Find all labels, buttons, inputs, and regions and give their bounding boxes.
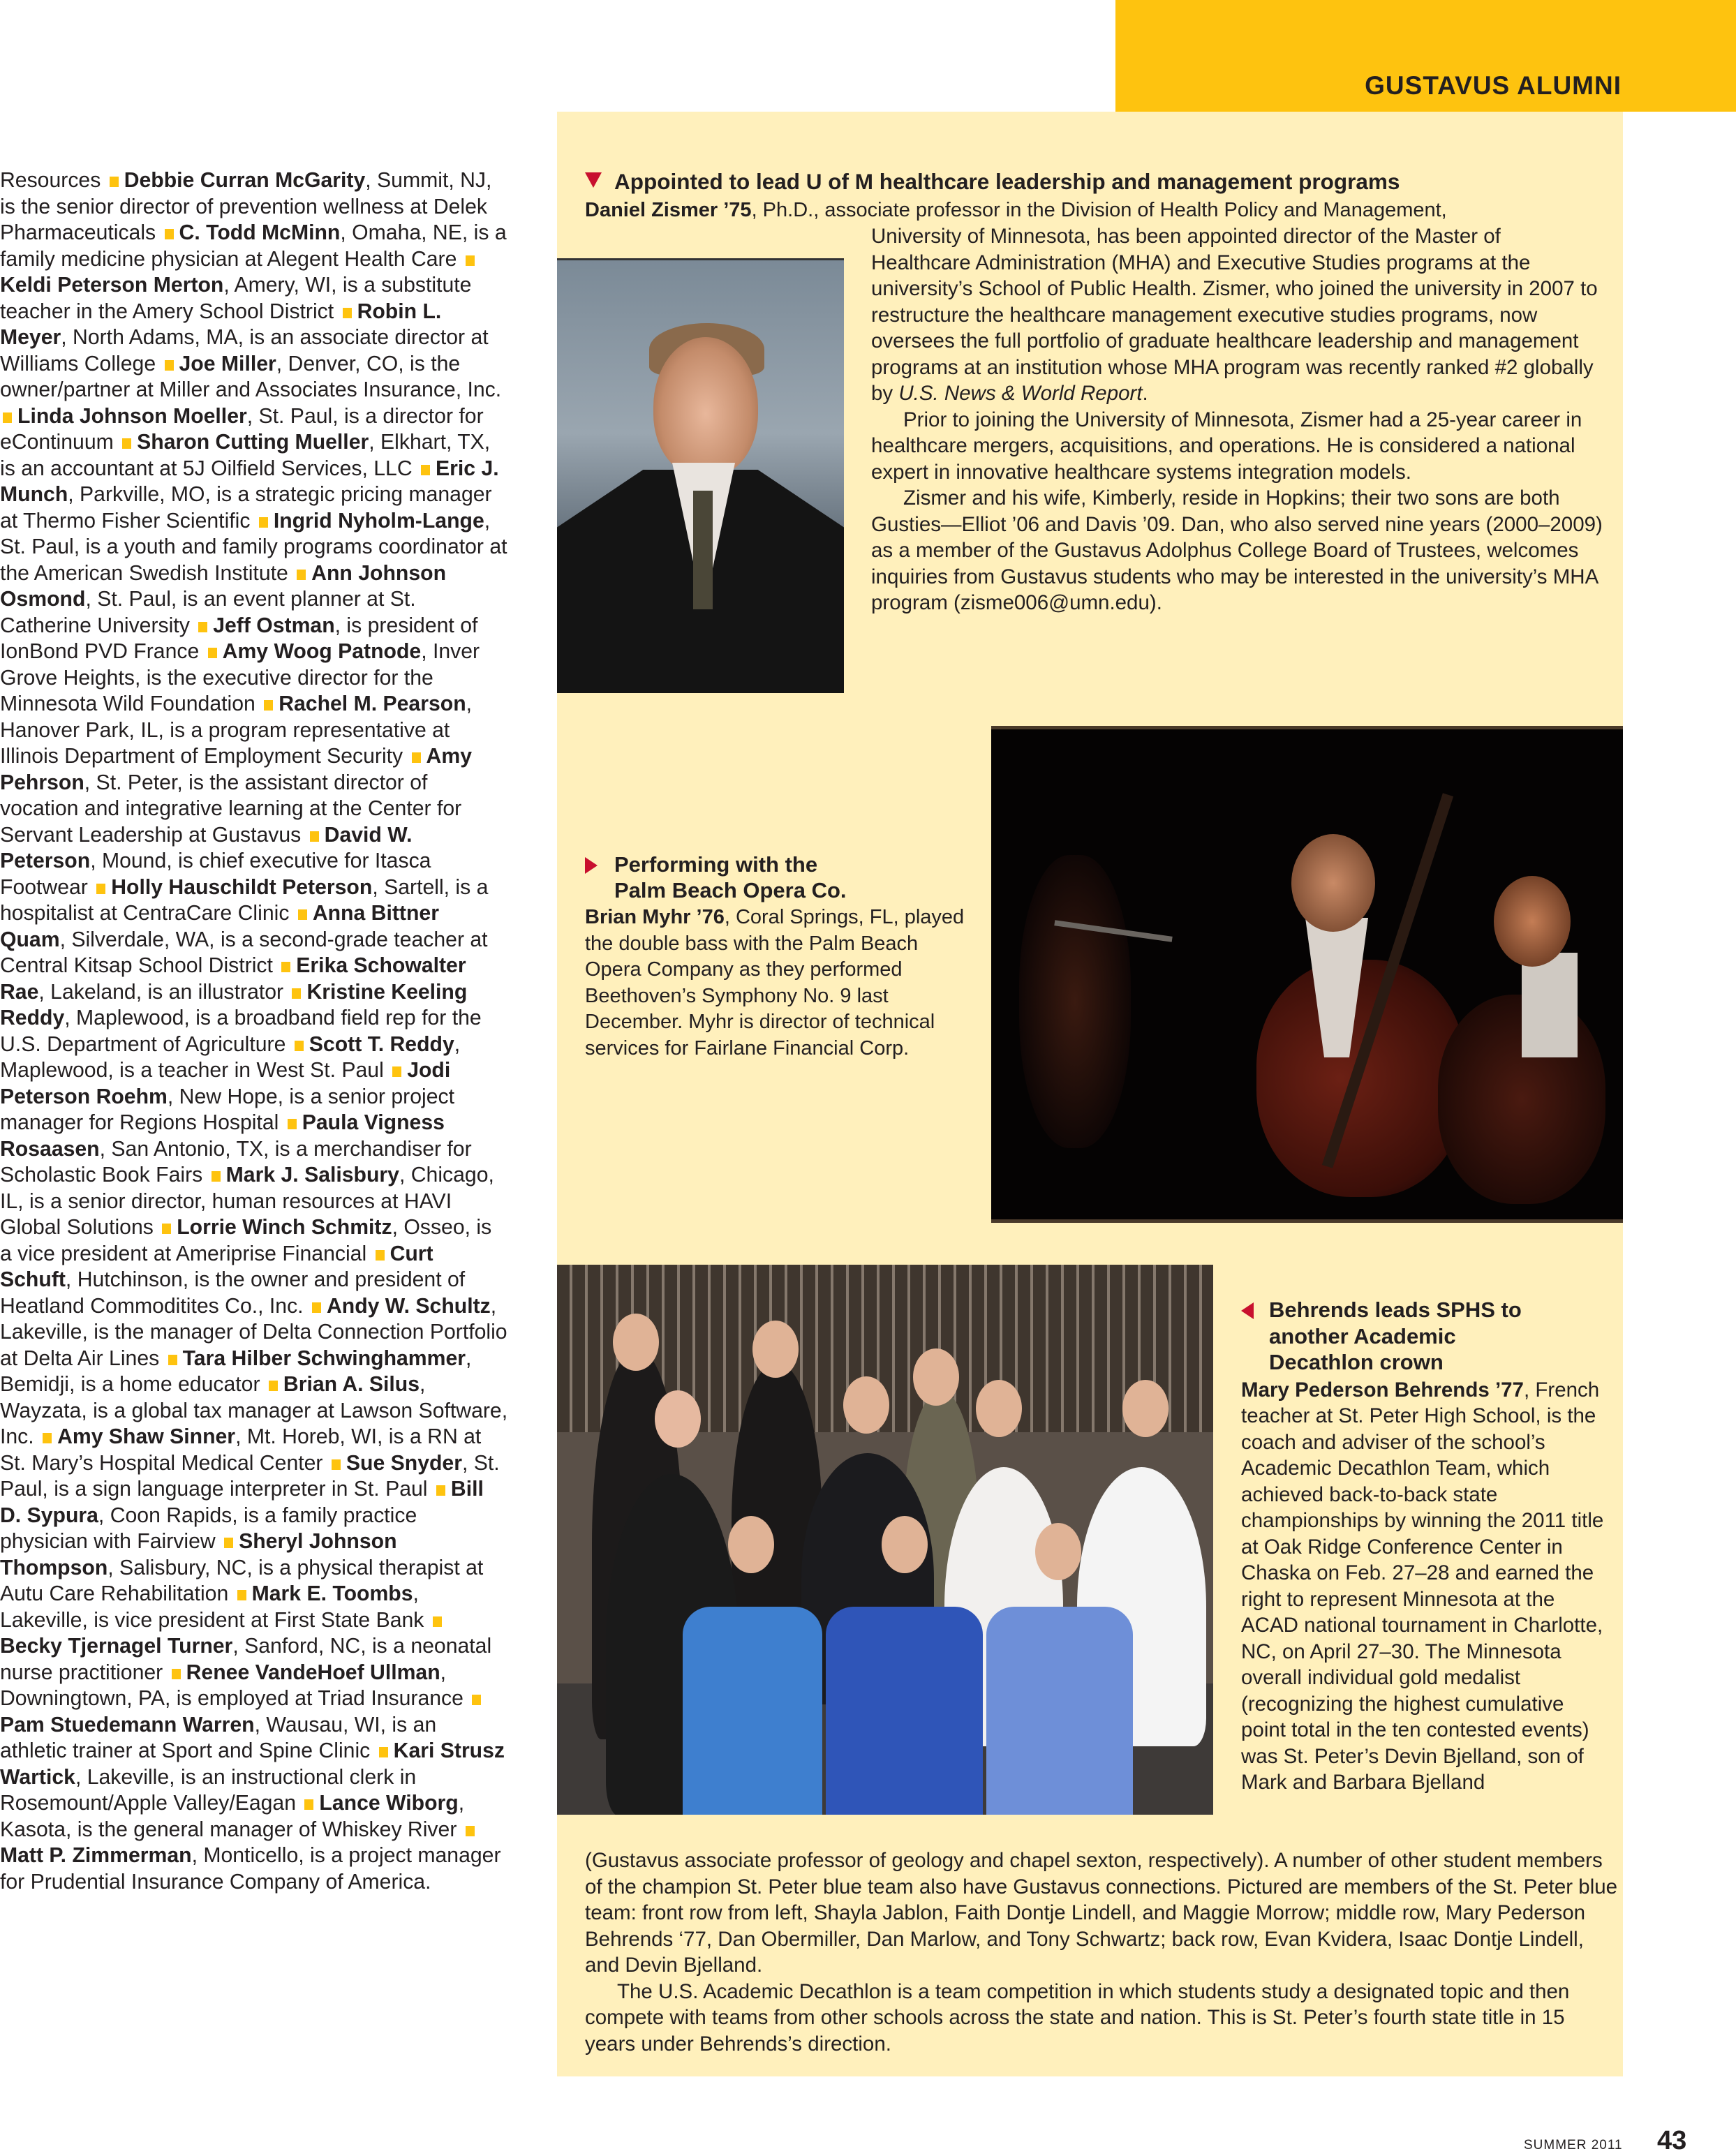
class-note-entry: Linda Johnson Moeller, St. Paul, is a director for eContinuum [0, 404, 484, 454]
alumni-name: Kristine Keeling Reddy [0, 980, 468, 1029]
bullet-square-icon [297, 570, 306, 580]
bullet-square-icon [165, 229, 174, 239]
bullet-square-icon [295, 1041, 304, 1051]
alumni-name: Curt Schuft [0, 1242, 433, 1291]
class-note-entry: Sharon Cutting Mueller, Elkhart, TX, is an accountant at 5J Oilfield Services, LLC [0, 431, 491, 480]
behrends-continued-paragraph: (Gustavus associate professor of geology and chapel sexton, respectively). A number of other student members of the champion St. Peter blue team also have Gustavus connections. Pictured are members of the St. Peter blue team: front row from left, Shayla Jablon, Faith Dontje Lindell, and Maggie Morrow; middle row, Mary Pederson Behrends ‘77, Dan Obermiller, Dan Marlow, and Tony Schwartz; back row, Evan Kvidera, Isaac Dontje Lindell, and Devin Bjelland. [585, 1849, 1618, 1977]
class-note-entry: Sue Snyder, St. Paul, is a sign language interpreter in St. Paul [0, 1451, 500, 1501]
class-note-entry: Andy W. Schultz, Lakeville, is the manager of Delta Connection Portfolio at Delta Air Lines [0, 1294, 507, 1370]
class-note-entry: Tara Hilber Schwinghammer, Bemidji, is a home educator [0, 1346, 472, 1396]
zismer-body [871, 223, 1604, 616]
zismer-byline: Daniel Zismer ’75, Ph.D., associate professor in the Division of Health Policy and Management, [585, 199, 1447, 221]
alumni-name: Renee VandeHoef Ullman [186, 1660, 440, 1684]
bullet-square-icon [237, 1590, 246, 1600]
bullet-square-icon [43, 1433, 52, 1443]
class-note-entry: Curt Schuft, Hutchinson, is the owner and president of Heatland Commoditites Co., Inc. [0, 1242, 466, 1318]
alumni-name: Ann Johnson Osmond [0, 561, 447, 611]
class-note-entry: Anna Bittner Quam, Silverdale, WA, is a second-grade teacher at Central Kitsap School District [0, 902, 488, 977]
class-notes-column [0, 168, 508, 1895]
class-note-entry: Keldi Peterson Merton, Amery, WI, is a substitute teacher in the Amery School District [0, 274, 472, 323]
alumni-name: Joe Miller [179, 352, 276, 376]
class-note-entry: Joe Miller, Denver, CO, is the owner/partner at Miller and Associates Insurance, Inc. [0, 352, 502, 401]
bullet-square-icon [264, 700, 273, 711]
class-note-entry: Robin L. Meyer, North Adams, MA, is an associate director at Williams College [0, 299, 489, 376]
bullet-square-icon [433, 1616, 442, 1627]
class-note-entry: Mark E. Toombs, Lakeville, is vice president at First State Bank [0, 1582, 424, 1632]
class-note-entry: Becky Tjernagel Turner, Sanford, NC, is a neonatal nurse practitioner [0, 1635, 492, 1684]
alumni-name: Jeff Ostman [213, 614, 335, 637]
class-note-entry: Erika Schowalter Rae, Lakeland, is an illustrator [0, 954, 466, 1004]
alumni-name: Matt P. Zimmerman [0, 1844, 192, 1867]
bullet-square-icon [198, 622, 207, 632]
alumni-name: Amy Pehrson [0, 745, 472, 794]
bullet-square-icon [208, 648, 217, 658]
triangle-down-icon [585, 172, 602, 188]
class-note-entry: Renee VandeHoef Ullman, Downingtown, PA, is employed at Triad Insurance [0, 1660, 463, 1710]
alumni-name: Linda Johnson Moeller [17, 404, 247, 428]
alumni-name: Ingrid Nyholm-Lange [273, 509, 484, 533]
section-title: GUSTAVUS ALUMNI [1365, 71, 1622, 100]
class-note-entry: C. Todd McMinn, Omaha, NE, is a family medicine physician at Alegent Health Care [0, 221, 507, 271]
bullet-square-icon [412, 752, 421, 763]
alumni-name: David W. Peterson [0, 823, 413, 872]
class-note-entry: Ingrid Nyholm-Lange, St. Paul, is a youth and family programs coordinator at the American Swedish Institute [0, 509, 507, 585]
lead-in: Resources [0, 169, 101, 192]
class-note-entry: Holly Hauschildt Peterson, Sartell, is a hospitalist at CentraCare Clinic [0, 875, 489, 925]
class-note-entry: Amy Pehrson, St. Peter, is the assistant director of vocation and integrative learning at the Center for Servant Leadership at Gustavus [0, 745, 472, 847]
class-note-entry: Jeff Ostman, is president of IonBond PVD France [0, 614, 478, 663]
bullet-square-icon [122, 438, 131, 449]
issue-label: SUMMER 2011 [1524, 2138, 1623, 2153]
alumni-name: Anna Bittner Quam [0, 902, 439, 951]
alumni-name: Erika Schowalter Rae [0, 954, 466, 1004]
triangle-left-icon [1241, 1302, 1254, 1319]
bullet-square-icon [310, 831, 319, 842]
behrends-paragraph-2: The U.S. Academic Decathlon is a team competition in which students study a designated topic and then compete with teams from other schools across the state and nation. This is St. Peter’s fourth state title in 15 years under Behrends’s direction. [585, 1979, 1570, 2055]
bullet-square-icon [168, 1355, 177, 1365]
bullet-square-icon [259, 517, 268, 528]
class-note-entry: Brian A. Silus, Wayzata, is a global tax manager at Lawson Software, Inc. [0, 1373, 508, 1448]
bullet-square-icon [472, 1695, 481, 1705]
class-note-entry: Mark J. Salisbury, Chicago, IL, is a senior director, human resources at HAVI Global Solutions [0, 1164, 494, 1239]
zismer-paragraph-1: University of Minnesota, has been appointed director of the Master of Healthcare Administration (MHA) and Executive Studies programs at the university’s School of Public Health. Zismer, who joined the university in 2007 to restructure the healthcare management executive studies programs, now oversees the full portfolio of graduate healthcare leadership and management programs at an institution whose MHA program was recently ranked #2 globally by U.S. News & World Report. [871, 225, 1598, 405]
class-note-entry: Bill D. Sypura, Coon Rapids, is a family practice physician with Fairview [0, 1478, 484, 1553]
bullet-square-icon [392, 1066, 401, 1077]
bullet-square-icon [312, 1302, 321, 1313]
alumni-name: Paula Vigness Rosaasen [0, 1111, 445, 1161]
behrends-body: Mary Pederson Behrends ’77, French teacher at St. Peter High School, is the coach and adviser of the school’s Academic Decathlon Team, which achieved back-to-back state championships by winning the 2011 title at Oak Ridge Conference Center in Chaska on Feb. 27–28 and earned the right to represent Minnesota at the ACAD national tournament in Charlotte, NC, on April 27–30. The Minnesota overall individual gold medalist (recognizing the highest cumulative point total in the ten contested events) was St. Peter’s Devin Bjelland, son of Mark and Barbara Bjelland [1241, 1378, 1604, 1794]
alumni-name: Mark J. Salisbury [225, 1164, 399, 1187]
zismer-name: Daniel Zismer ’75 [585, 199, 752, 221]
alumni-name: Pam Stuedemann Warren [0, 1713, 255, 1737]
class-note-entry: Pam Stuedemann Warren, Wausau, WI, is an athletic trainer at Sport and Spine Clinic [0, 1713, 437, 1762]
bullet-square-icon [343, 308, 352, 318]
bullet-square-icon [421, 465, 430, 475]
bullet-square-icon [165, 360, 174, 371]
class-note-entry: Kari Strusz Wartick, Lakeville, is an instructional clerk in Rosemount/Apple Valley/Eagan [0, 1739, 505, 1815]
triangle-right-icon [585, 857, 598, 874]
bullet-square-icon [224, 1538, 233, 1548]
class-note-entry: Jodi Peterson Roehm, New Hope, is a senior project manager for Regions Hospital [0, 1059, 454, 1134]
bullet-square-icon [379, 1747, 388, 1757]
behrends-headline: Behrends leads SPHS to another Academic Decathlon crown [1241, 1297, 1604, 1376]
alumni-name: Bill D. Sypura [0, 1478, 484, 1527]
alumni-name: Becky Tjernagel Turner [0, 1635, 233, 1658]
bullet-square-icon [172, 1669, 181, 1679]
bullet-square-icon [281, 962, 290, 972]
alumni-name: Lance Wiborg [319, 1792, 459, 1815]
bullet-square-icon [288, 1119, 297, 1129]
alumni-name: Mark E. Toombs [251, 1582, 413, 1605]
bullet-square-icon [332, 1459, 341, 1470]
page-number: 43 [1657, 2126, 1687, 2155]
alumni-name: Eric J. Munch [0, 456, 499, 506]
alumni-name: Kari Strusz Wartick [0, 1739, 505, 1789]
bullet-square-icon [376, 1250, 385, 1261]
bullet-square-icon [162, 1224, 171, 1234]
bullet-square-icon [304, 1799, 313, 1810]
myhr-story [585, 852, 976, 1062]
bullet-square-icon [3, 412, 12, 423]
class-note-entry: Matt P. Zimmerman, Monticello, is a project manager for Prudential Insurance Company of America. [0, 1844, 501, 1894]
alumni-name: C. Todd McMinn [179, 221, 341, 244]
bullet-square-icon [436, 1485, 445, 1496]
bullet-square-icon [212, 1171, 221, 1182]
class-note-entry: Ann Johnson Osmond, St. Paul, is an event planner at St. Catherine University [0, 561, 447, 637]
zismer-paragraph-2: Prior to joining the University of Minnesota, Zismer had a 25-year career in healthcare mergers, acquisitions, and operations. He is considered a national expert in innovative healthcare systems integration models. [871, 408, 1582, 484]
class-note-entry: Lance Wiborg, Kasota, is the general manager of Whiskey River [0, 1792, 465, 1841]
bullet-square-icon [269, 1381, 278, 1391]
alumni-name: Rachel M. Pearson [279, 692, 466, 715]
alumni-name: Keldi Peterson Merton [0, 274, 224, 297]
bullet-square-icon [292, 988, 301, 999]
class-note-entry: Debbie Curran McGarity, Summit, NJ, is the senior director of prevention wellness at Delek Pharmaceuticals [0, 169, 492, 244]
alumni-name: Andy W. Schultz [326, 1294, 491, 1318]
alumni-name: Amy Woog Patnode [222, 640, 422, 663]
bullet-square-icon [466, 1826, 475, 1836]
class-note-entry: Eric J. Munch, Parkville, MO, is a strategic pricing manager at Thermo Fisher Scientific [0, 456, 499, 533]
class-note-entry: Amy Shaw Sinner, Mt. Horeb, WI, is a RN at St. Mary’s Hospital Medical Center [0, 1425, 482, 1475]
alumni-name: Sharon Cutting Mueller [137, 431, 369, 454]
alumni-name: Sue Snyder [346, 1451, 462, 1475]
alumni-name: Holly Hauschildt Peterson [111, 875, 373, 899]
class-note-entry: Scott T. Reddy, Maplewood, is a teacher in West St. Paul [0, 1032, 461, 1082]
class-notes-list [0, 169, 507, 1894]
bullet-square-icon [298, 909, 307, 920]
alumni-name: Robin L. Meyer [0, 299, 442, 349]
alumni-name: Debbie Curran McGarity [124, 169, 366, 192]
opera-performance-photo [991, 726, 1623, 1223]
behrends-continued [585, 1848, 1618, 2057]
decathlon-team-photo [557, 1265, 1213, 1815]
bullet-square-icon [110, 177, 119, 187]
alumni-name: Tara Hilber Schwinghammer [182, 1346, 466, 1370]
alumni-name: Lorrie Winch Schmitz [177, 1216, 392, 1239]
myhr-headline: Performing with the Palm Beach Opera Co. [585, 852, 976, 903]
alumni-name: Scott T. Reddy [309, 1032, 454, 1056]
class-note-entry: Paula Vigness Rosaasen, San Antonio, TX, is a merchandiser for Scholastic Book Fairs [0, 1111, 472, 1187]
zismer-paragraph-3: Zismer and his wife, Kimberly, reside in Hopkins; their two sons are both Gusties—Elliot ’06 and Davis ’09. Dan, who also served nine years (2000–2009) as a member of the Gustavus Adolphus College Board of Trustees, welcomes inquiries from Gustavus students who may be interested in the university’s MHA program (zisme006@umn.edu). [871, 486, 1603, 614]
alumni-name: Brian A. Silus [283, 1373, 420, 1396]
bullet-square-icon [96, 884, 105, 894]
alumni-name: Amy Shaw Sinner [57, 1425, 236, 1448]
class-note-entry: Kristine Keeling Reddy, Maplewood, is a broadband field rep for the U.S. Department of Agriculture [0, 980, 482, 1056]
alumni-name: Jodi Peterson Roehm [0, 1059, 451, 1108]
class-note-entry: Amy Woog Patnode, Inver Grove Heights, is the executive director for the Minnesota Wild Foundation [0, 640, 480, 715]
myhr-body: Brian Myhr ’76, Coral Springs, FL, played the double bass with the Palm Beach Opera Company as they performed Beethoven’s Symphony No. 9 last December. Myhr is director of technical services for Fairlane Financial Corp. [585, 906, 965, 1060]
bullet-square-icon [466, 255, 475, 266]
zismer-portrait-photo [557, 258, 844, 693]
zismer-headline: Appointed to lead U of M healthcare leadership and management programs [585, 169, 1400, 195]
class-note-entry: Sheryl Johnson Thompson, Salisbury, NC, is a physical therapist at Autu Care Rehabilitation [0, 1530, 484, 1605]
class-note-entry: David W. Peterson, Mound, is chief executive for Itasca Footwear [0, 823, 431, 899]
class-note-entry: Lorrie Winch Schmitz, Osseo, is a vice president at Ameriprise Financial [0, 1216, 492, 1265]
class-note-entry: Rachel M. Pearson, Hanover Park, IL, is a program representative at Illinois Department of Employment Security [0, 692, 473, 768]
behrends-story [1241, 1297, 1604, 1796]
alumni-name: Sheryl Johnson Thompson [0, 1530, 397, 1579]
